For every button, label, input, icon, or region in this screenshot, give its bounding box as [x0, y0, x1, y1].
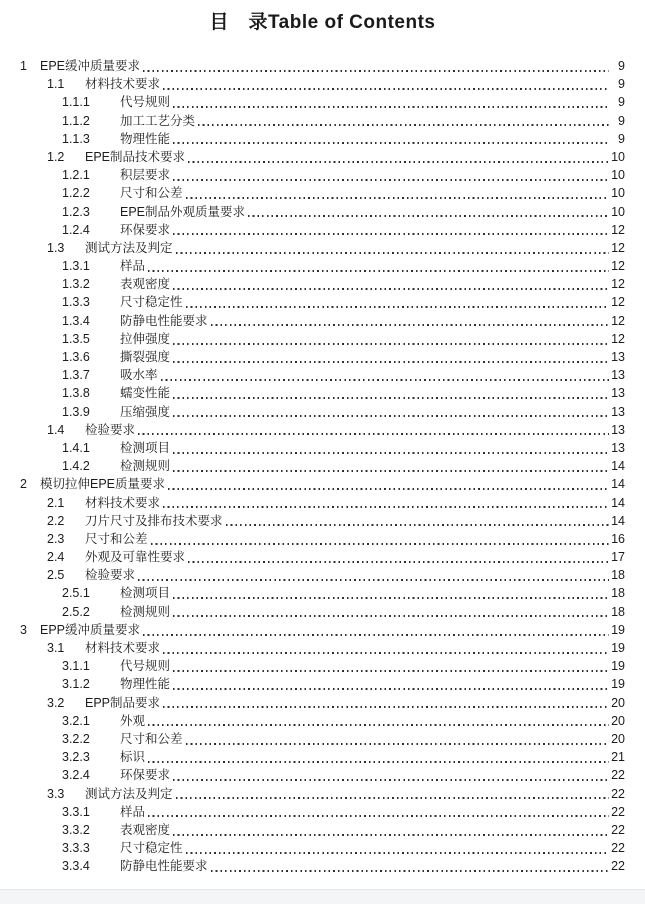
toc-dot-leader — [173, 452, 609, 454]
toc-entry — [0, 93, 645, 111]
toc-entry — [0, 184, 645, 202]
toc-entry-page: 9 — [618, 77, 625, 92]
toc-dot-leader — [173, 343, 609, 345]
toc-entry-number: 1.4.2 — [62, 459, 90, 474]
toc-entry-page: 13 — [611, 386, 625, 401]
toc-entry-number: 3.1.1 — [62, 659, 90, 674]
toc-entry — [0, 75, 645, 93]
toc-dot-leader — [163, 652, 609, 654]
toc-entry-page: 17 — [611, 550, 625, 565]
toc-dot-leader — [161, 379, 609, 381]
toc-entry — [0, 857, 645, 875]
toc-entry-number: 2.2 — [47, 513, 65, 528]
toc-entry-page: 12 — [611, 240, 625, 255]
toc-entry-title: 外观 — [120, 713, 146, 728]
toc-entry-title: 蠕变性能 — [120, 386, 171, 401]
toc-entry-title: 尺寸和公差 — [85, 531, 148, 546]
toc-entry — [0, 494, 645, 512]
toc-entry-page: 22 — [611, 768, 625, 783]
toc-entry-title: 环保要求 — [120, 768, 171, 783]
toc-entry-page: 9 — [618, 59, 625, 73]
toc-entry-number: 1.2 — [47, 149, 65, 164]
toc-entry-page: 13 — [611, 368, 625, 383]
toc-entry-number: 1.1.1 — [62, 95, 90, 110]
toc-entry-title: 防静电性能要求 — [120, 859, 208, 874]
toc-entry — [0, 803, 645, 821]
toc-dot-leader — [173, 179, 609, 181]
toc-entry-page: 22 — [611, 786, 625, 801]
toc-entry — [0, 148, 645, 166]
toc-entry-number: 3.3.1 — [62, 804, 90, 819]
toc-entry — [0, 257, 645, 275]
toc-entry-title: 代号规则 — [120, 95, 171, 110]
toc-entry-number: 1.3.4 — [62, 313, 90, 328]
toc-entry — [0, 730, 645, 748]
toc-entry-number: 2 — [20, 477, 27, 492]
toc-entry — [0, 821, 645, 839]
toc-entry-page: 18 — [611, 568, 625, 583]
toc-dot-leader — [138, 579, 609, 581]
toc-entry-page: 18 — [611, 586, 625, 601]
toc-entry-page: 22 — [611, 841, 625, 856]
toc-entry — [0, 530, 645, 548]
toc-entry — [0, 203, 645, 221]
toc-entry — [0, 439, 645, 457]
toc-dot-leader — [148, 724, 609, 726]
toc-entry-page: 12 — [611, 313, 625, 328]
toc-entry-title: 撕裂强度 — [120, 350, 171, 364]
toc-entry-page: 20 — [611, 695, 625, 710]
toc-entry-title: 检验要求 — [85, 422, 136, 437]
toc-entry — [0, 221, 645, 239]
toc-entry — [0, 166, 645, 184]
toc-entry — [0, 584, 645, 602]
toc-entry-title: 检验要求 — [85, 568, 136, 583]
toc-entry — [0, 239, 645, 257]
toc-entry-number: 1.3.9 — [62, 404, 90, 419]
toc-entry-page: 20 — [611, 731, 625, 746]
toc-dot-leader — [173, 779, 609, 781]
toc-entry-title: 加工工艺分类 — [120, 113, 196, 128]
toc-entry — [0, 712, 645, 730]
toc-entry-number: 1.3.6 — [62, 350, 90, 364]
toc-entry — [0, 548, 645, 566]
toc-entry-page: 18 — [611, 604, 625, 619]
toc-entry — [0, 766, 645, 784]
toc-entry-number: 1.3 — [47, 240, 65, 255]
toc-dot-leader — [163, 88, 609, 90]
toc-entry-page: 14 — [611, 495, 625, 510]
toc-entry-page: 12 — [611, 277, 625, 292]
toc-entry — [0, 475, 645, 493]
toc-entry-title: 测试方法及判定 — [85, 786, 173, 801]
toc-entry-page: 19 — [611, 641, 625, 655]
toc-entry — [0, 403, 645, 421]
toc-entry-number: 2.5 — [47, 568, 65, 583]
toc-dot-leader — [198, 124, 609, 126]
toc-entry-title: EPE制品外观质量要求 — [120, 204, 246, 219]
toc-entry-page: 12 — [611, 222, 625, 237]
toc-entry-page: 19 — [611, 622, 625, 637]
toc-entry — [0, 748, 645, 766]
toc-entry-number: 3.3.3 — [62, 841, 90, 856]
toc-dot-leader — [138, 433, 609, 435]
toc-entry-page: 14 — [611, 477, 625, 492]
toc-entry-title: 拉伸强度 — [120, 331, 171, 346]
toc-entry — [0, 694, 645, 712]
toc-entry-title: 吸水率 — [120, 368, 158, 383]
toc-entry-number: 3.1.2 — [62, 677, 90, 692]
toc-entry-number: 3.2.2 — [62, 731, 90, 746]
toc-entry-number: 2.5.1 — [62, 586, 90, 601]
toc-entry-title: 代号规则 — [120, 659, 171, 674]
toc-dot-leader — [173, 142, 609, 144]
toc-entry — [0, 384, 645, 402]
toc-entry-title: 检测项目 — [120, 586, 171, 601]
toc-entry-number: 3.3 — [47, 786, 65, 801]
toc-entry — [0, 603, 645, 621]
toc-entry-number: 1.2.3 — [62, 204, 90, 219]
toc-entry-number: 3.2.1 — [62, 713, 90, 728]
toc-dot-leader — [173, 361, 609, 363]
toc-entry-title: 尺寸和公差 — [120, 186, 183, 201]
toc-entry-title: 尺寸和公差 — [120, 731, 183, 746]
toc-entry-number: 2.5.2 — [62, 604, 90, 619]
toc-dot-leader — [188, 161, 609, 163]
toc-dot-leader — [148, 270, 609, 272]
toc-entry-number: 1 — [20, 59, 27, 73]
toc-dot-leader — [173, 470, 609, 472]
toc-entry-title: 物理性能 — [120, 131, 171, 146]
toc-entry-page: 20 — [611, 713, 625, 728]
toc-entry-number: 3 — [20, 622, 27, 637]
toc-dot-leader — [173, 597, 609, 599]
toc-dot-leader — [176, 252, 609, 254]
toc-entry — [0, 639, 645, 657]
toc-entry-title: EPP制品要求 — [85, 695, 161, 710]
toc-entry-page: 19 — [611, 659, 625, 674]
toc-entry-number: 1.3.1 — [62, 259, 90, 274]
toc-entry-page: 12 — [611, 259, 625, 274]
toc-dot-leader — [186, 306, 609, 308]
toc-entry-number: 1.3.8 — [62, 386, 90, 401]
toc-entry-title: 检测项目 — [120, 440, 171, 455]
toc-entry — [0, 785, 645, 803]
toc-entry-number: 1.2.4 — [62, 222, 90, 237]
toc-entry-page: 13 — [611, 440, 625, 455]
toc-dot-leader — [173, 288, 609, 290]
toc-entry-page: 10 — [611, 149, 625, 164]
toc-entry-number: 1.4.1 — [62, 440, 90, 455]
toc-entry-number: 1.2.2 — [62, 186, 90, 201]
toc-entry-title: 尺寸稳定性 — [120, 295, 183, 310]
toc-dot-leader — [186, 743, 609, 745]
toc-entry-page: 12 — [611, 331, 625, 346]
toc-entry-title: 表观密度 — [120, 277, 171, 292]
toc-entry — [0, 675, 645, 693]
toc-dot-leader — [148, 761, 609, 763]
toc-entry-number: 2.3 — [47, 531, 65, 546]
toc-entry-number: 2.1 — [47, 495, 65, 510]
toc-entry-title: 材料技术要求 — [85, 641, 161, 655]
toc-entry-title: 压缩强度 — [120, 404, 171, 419]
toc-entry-title: 防静电性能要求 — [120, 313, 208, 328]
toc-entry — [0, 275, 645, 293]
page-bottom-margin — [0, 889, 645, 904]
toc-entry-title: 材料技术要求 — [85, 77, 161, 92]
toc-dot-leader — [176, 797, 609, 799]
toc-entry-page: 9 — [618, 113, 625, 128]
toc-dot-leader — [163, 706, 609, 708]
toc-dot-leader — [173, 670, 609, 672]
toc-entry-page: 16 — [611, 531, 625, 546]
toc-entry-number: 1.2.1 — [62, 168, 90, 183]
toc-dot-leader — [186, 197, 609, 199]
toc-entry — [0, 57, 645, 75]
toc-dot-leader — [173, 834, 609, 836]
toc-dot-leader — [248, 215, 609, 217]
toc-entry-title: 标识 — [120, 750, 146, 765]
toc-entry — [0, 839, 645, 857]
toc-dot-leader — [173, 106, 609, 108]
toc-entry-page: 22 — [611, 804, 625, 819]
toc-entry — [0, 312, 645, 330]
toc-entry-page: 21 — [611, 750, 625, 765]
toc-entry — [0, 457, 645, 475]
toc-entry-title: 检测规则 — [120, 604, 171, 619]
toc-dot-leader — [143, 70, 609, 72]
toc-dot-leader — [173, 688, 609, 690]
toc-entry-page: 14 — [611, 513, 625, 528]
toc-entry-number: 1.1.2 — [62, 113, 90, 128]
toc-entry-page: 22 — [611, 859, 625, 874]
toc-entry-number: 3.2.4 — [62, 768, 90, 783]
toc-entry-number: 1.4 — [47, 422, 65, 437]
toc-entry-title: 检测规则 — [120, 459, 171, 474]
toc-entry — [0, 293, 645, 311]
toc-entry — [0, 621, 645, 639]
toc-entry-title: EPE制品技术要求 — [85, 149, 186, 164]
toc-entry-title: 刀片尺寸及排布技术要求 — [85, 513, 223, 528]
toc-entry-title: 材料技术要求 — [85, 495, 161, 510]
toc-entry-page: 9 — [618, 95, 625, 110]
toc-entry-number: 3.2.3 — [62, 750, 90, 765]
toc-entry-page: 12 — [611, 295, 625, 310]
toc-entry — [0, 512, 645, 530]
toc-dot-leader — [173, 415, 609, 417]
toc-entry-title: 样品 — [120, 259, 146, 274]
toc-entry-page: 19 — [611, 677, 625, 692]
toc-entry — [0, 366, 645, 384]
toc-entry — [0, 421, 645, 439]
toc-entry-number: 1.1 — [47, 77, 65, 92]
toc-entry-number: 3.1 — [47, 641, 65, 655]
toc-entry-page: 13 — [611, 404, 625, 419]
toc-entry-page: 10 — [611, 186, 625, 201]
toc-entry-number: 1.3.5 — [62, 331, 90, 346]
toc-dot-leader — [226, 524, 609, 526]
toc-dot-leader — [173, 233, 609, 235]
toc-entry-number: 1.3.3 — [62, 295, 90, 310]
toc-dot-leader — [186, 852, 609, 854]
toc-entry-page: 14 — [611, 459, 625, 474]
toc-entry-title: EPE缓冲质量要求 — [40, 59, 141, 73]
toc-entry-title: 环保要求 — [120, 222, 171, 237]
toc-dot-leader — [168, 488, 609, 490]
toc-entry-title: 表观密度 — [120, 822, 171, 837]
toc-entry-page: 10 — [611, 168, 625, 183]
toc-entry-number: 3.3.4 — [62, 859, 90, 874]
toc-dot-leader — [143, 634, 609, 636]
toc-dot-leader — [151, 543, 609, 545]
toc-dot-leader — [148, 815, 609, 817]
toc-entry-number: 2.4 — [47, 550, 65, 565]
toc-entry-number: 1.3.2 — [62, 277, 90, 292]
toc-entry-title: 外观及可靠性要求 — [85, 550, 186, 565]
toc-entry-title: 积层要求 — [120, 168, 171, 183]
toc-entry-page: 13 — [611, 350, 625, 364]
toc-entry-title: EPP缓冲质量要求 — [40, 622, 141, 637]
toc-dot-leader — [211, 870, 609, 872]
toc-entry-title: 尺寸稳定性 — [120, 841, 183, 856]
toc-entry-page: 10 — [611, 204, 625, 219]
toc-entry-title: 物理性能 — [120, 677, 171, 692]
toc-entry-page: 22 — [611, 822, 625, 837]
toc-entry — [0, 330, 645, 348]
toc-dot-leader — [173, 615, 609, 617]
toc-entry — [0, 130, 645, 148]
toc-entry-page: 9 — [618, 131, 625, 146]
toc-dot-leader — [173, 397, 609, 399]
toc-entry-title: 测试方法及判定 — [85, 240, 173, 255]
toc-dot-leader — [163, 506, 609, 508]
toc-title: 目 录Table of Contents — [209, 12, 436, 33]
toc-entry — [0, 566, 645, 584]
toc-entry — [0, 112, 645, 130]
toc-entry-page: 13 — [611, 422, 625, 437]
toc-entry-number: 3.2 — [47, 695, 65, 710]
toc-dot-leader — [211, 324, 609, 326]
toc-entry — [0, 657, 645, 675]
toc-entry-title: 模切拉伸EPE质量要求 — [40, 477, 166, 492]
toc-entry-number: 3.3.2 — [62, 822, 90, 837]
toc-entry — [0, 348, 645, 366]
toc-list — [0, 57, 645, 875]
toc-entry-title: 样品 — [120, 804, 146, 819]
toc-entry-number: 1.3.7 — [62, 368, 90, 383]
toc-dot-leader — [188, 561, 609, 563]
toc-entry-number: 1.1.3 — [62, 131, 90, 146]
